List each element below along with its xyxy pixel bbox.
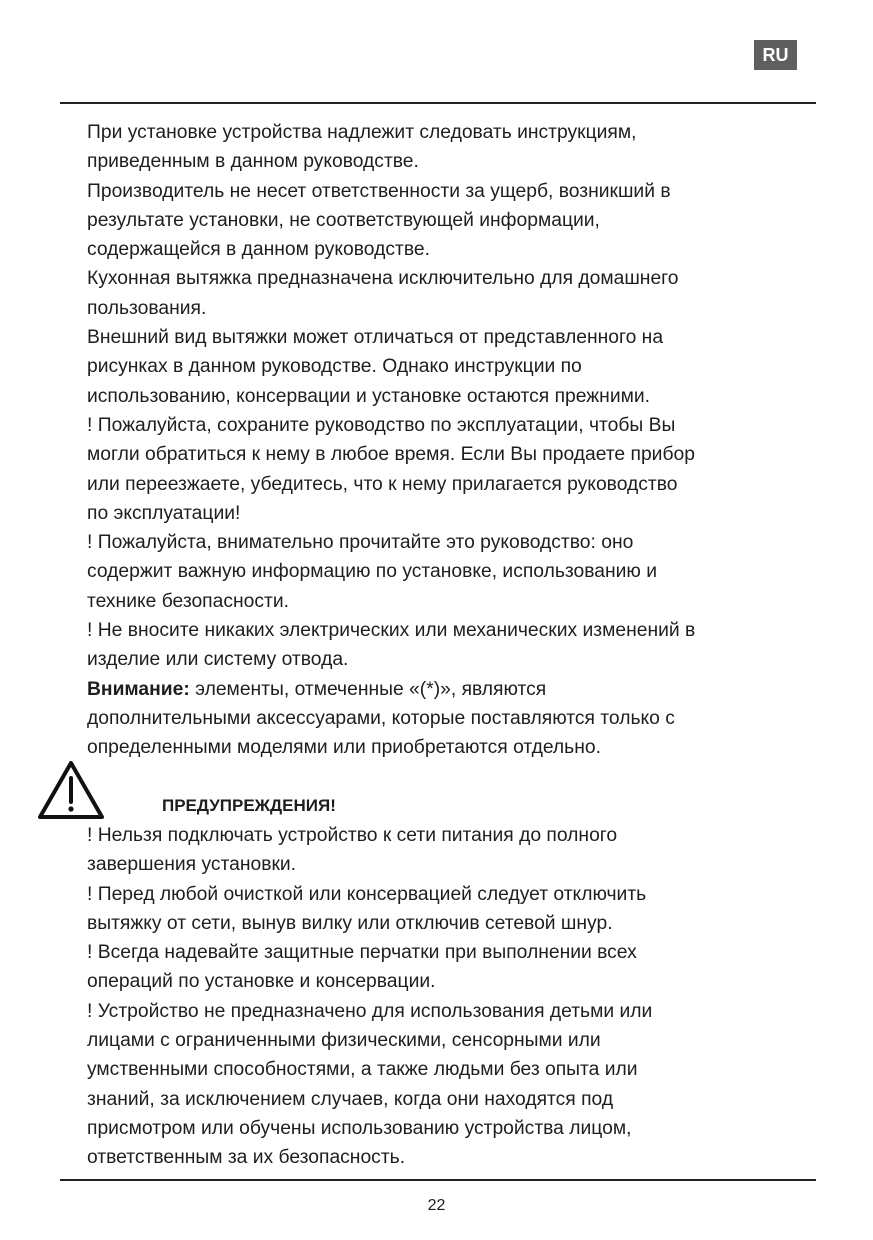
intro-line: технике безопасности. xyxy=(87,590,289,612)
warning-line: присмотром или обучены использованию устройства лицом, xyxy=(87,1117,632,1139)
intro-line: изделие или систему отвода. xyxy=(87,649,349,671)
warning-line: завершения установки. xyxy=(87,854,297,876)
header-divider xyxy=(60,102,816,104)
attention-line: определенными моделями или приобретаются отдельно. xyxy=(87,737,601,759)
warning-line: умственными способностями, а также людьми без опыта или xyxy=(87,1059,638,1081)
intro-line: по эксплуатации! xyxy=(87,502,241,524)
warning-line: лицами с ограниченными физическими, сенсорными или xyxy=(87,1030,601,1052)
attention-text: элементы, отмеченные «(*)», являются xyxy=(189,678,547,700)
attention-line xyxy=(87,675,807,704)
warning-line: знаний, за исключением случаев, когда они находятся под xyxy=(87,1088,614,1110)
footer-divider xyxy=(60,1179,816,1181)
warnings-heading: ПРЕДУПРЕЖДЕНИЯ! xyxy=(162,796,336,815)
warning-line: вытяжку от сети, вынув вилку или отключив сетевой шнур. xyxy=(87,912,613,934)
language-badge: RU xyxy=(754,40,797,70)
intro-line: ! Не вносите никаких электрических или механических изменений в xyxy=(87,620,696,642)
intro-line: При установке устройства надлежит следовать инструкциям, xyxy=(87,122,637,143)
intro-line: Производитель не несет ответственности за ущерб, возникший в xyxy=(87,180,671,202)
warnings-section xyxy=(87,790,807,1173)
intro-line: использованию, консервации и установке остаются прежними. xyxy=(87,385,650,407)
intro-line: приведенным в данном руководстве. xyxy=(87,151,419,173)
intro-line: ! Пожалуйста, сохраните руководство по эксплуатации, чтобы Вы xyxy=(87,414,676,436)
intro-line: содержит важную информацию по установке, использованию и xyxy=(87,561,657,583)
intro-section xyxy=(87,118,807,763)
attention-label: Внимание: xyxy=(87,678,190,700)
warning-line: ! Перед любой очисткой или консервацией следует отключить xyxy=(87,883,647,905)
warning-line: ! Всегда надевайте защитные перчатки при выполнении всех xyxy=(87,942,637,964)
intro-line: результате установки, не соответствующей информации, xyxy=(87,209,600,231)
intro-line: Внешний вид вытяжки может отличаться от представленного на xyxy=(87,327,664,349)
warning-line: ! Устройство не предназначено для использования детьми или xyxy=(87,1000,653,1022)
intro-line: ! Пожалуйста, внимательно прочитайте это руководство: оно xyxy=(87,532,634,554)
intro-line: содержащейся в данном руководстве. xyxy=(87,239,430,261)
warning-line: ответственным за их безопасность. xyxy=(87,1147,406,1169)
warning-line: операций по установке и консервации. xyxy=(87,971,436,993)
attention-line: дополнительными аксессуарами, которые поставляются только с xyxy=(87,707,675,729)
page-number: 22 xyxy=(427,1197,446,1214)
intro-line: или переезжаете, убедитесь, что к нему прилагается руководство xyxy=(87,473,678,495)
intro-line: пользования. xyxy=(87,297,207,319)
warning-line: ! Нельзя подключать устройство к сети питания до полного xyxy=(87,825,618,846)
intro-line: Кухонная вытяжка предназначена исключительно для домашнего xyxy=(87,268,679,290)
intro-line: рисунках в данном руководстве. Однако инструкции по xyxy=(87,356,582,378)
intro-line: могли обратиться к нему в любое время. Если Вы продаете прибор xyxy=(87,444,695,466)
